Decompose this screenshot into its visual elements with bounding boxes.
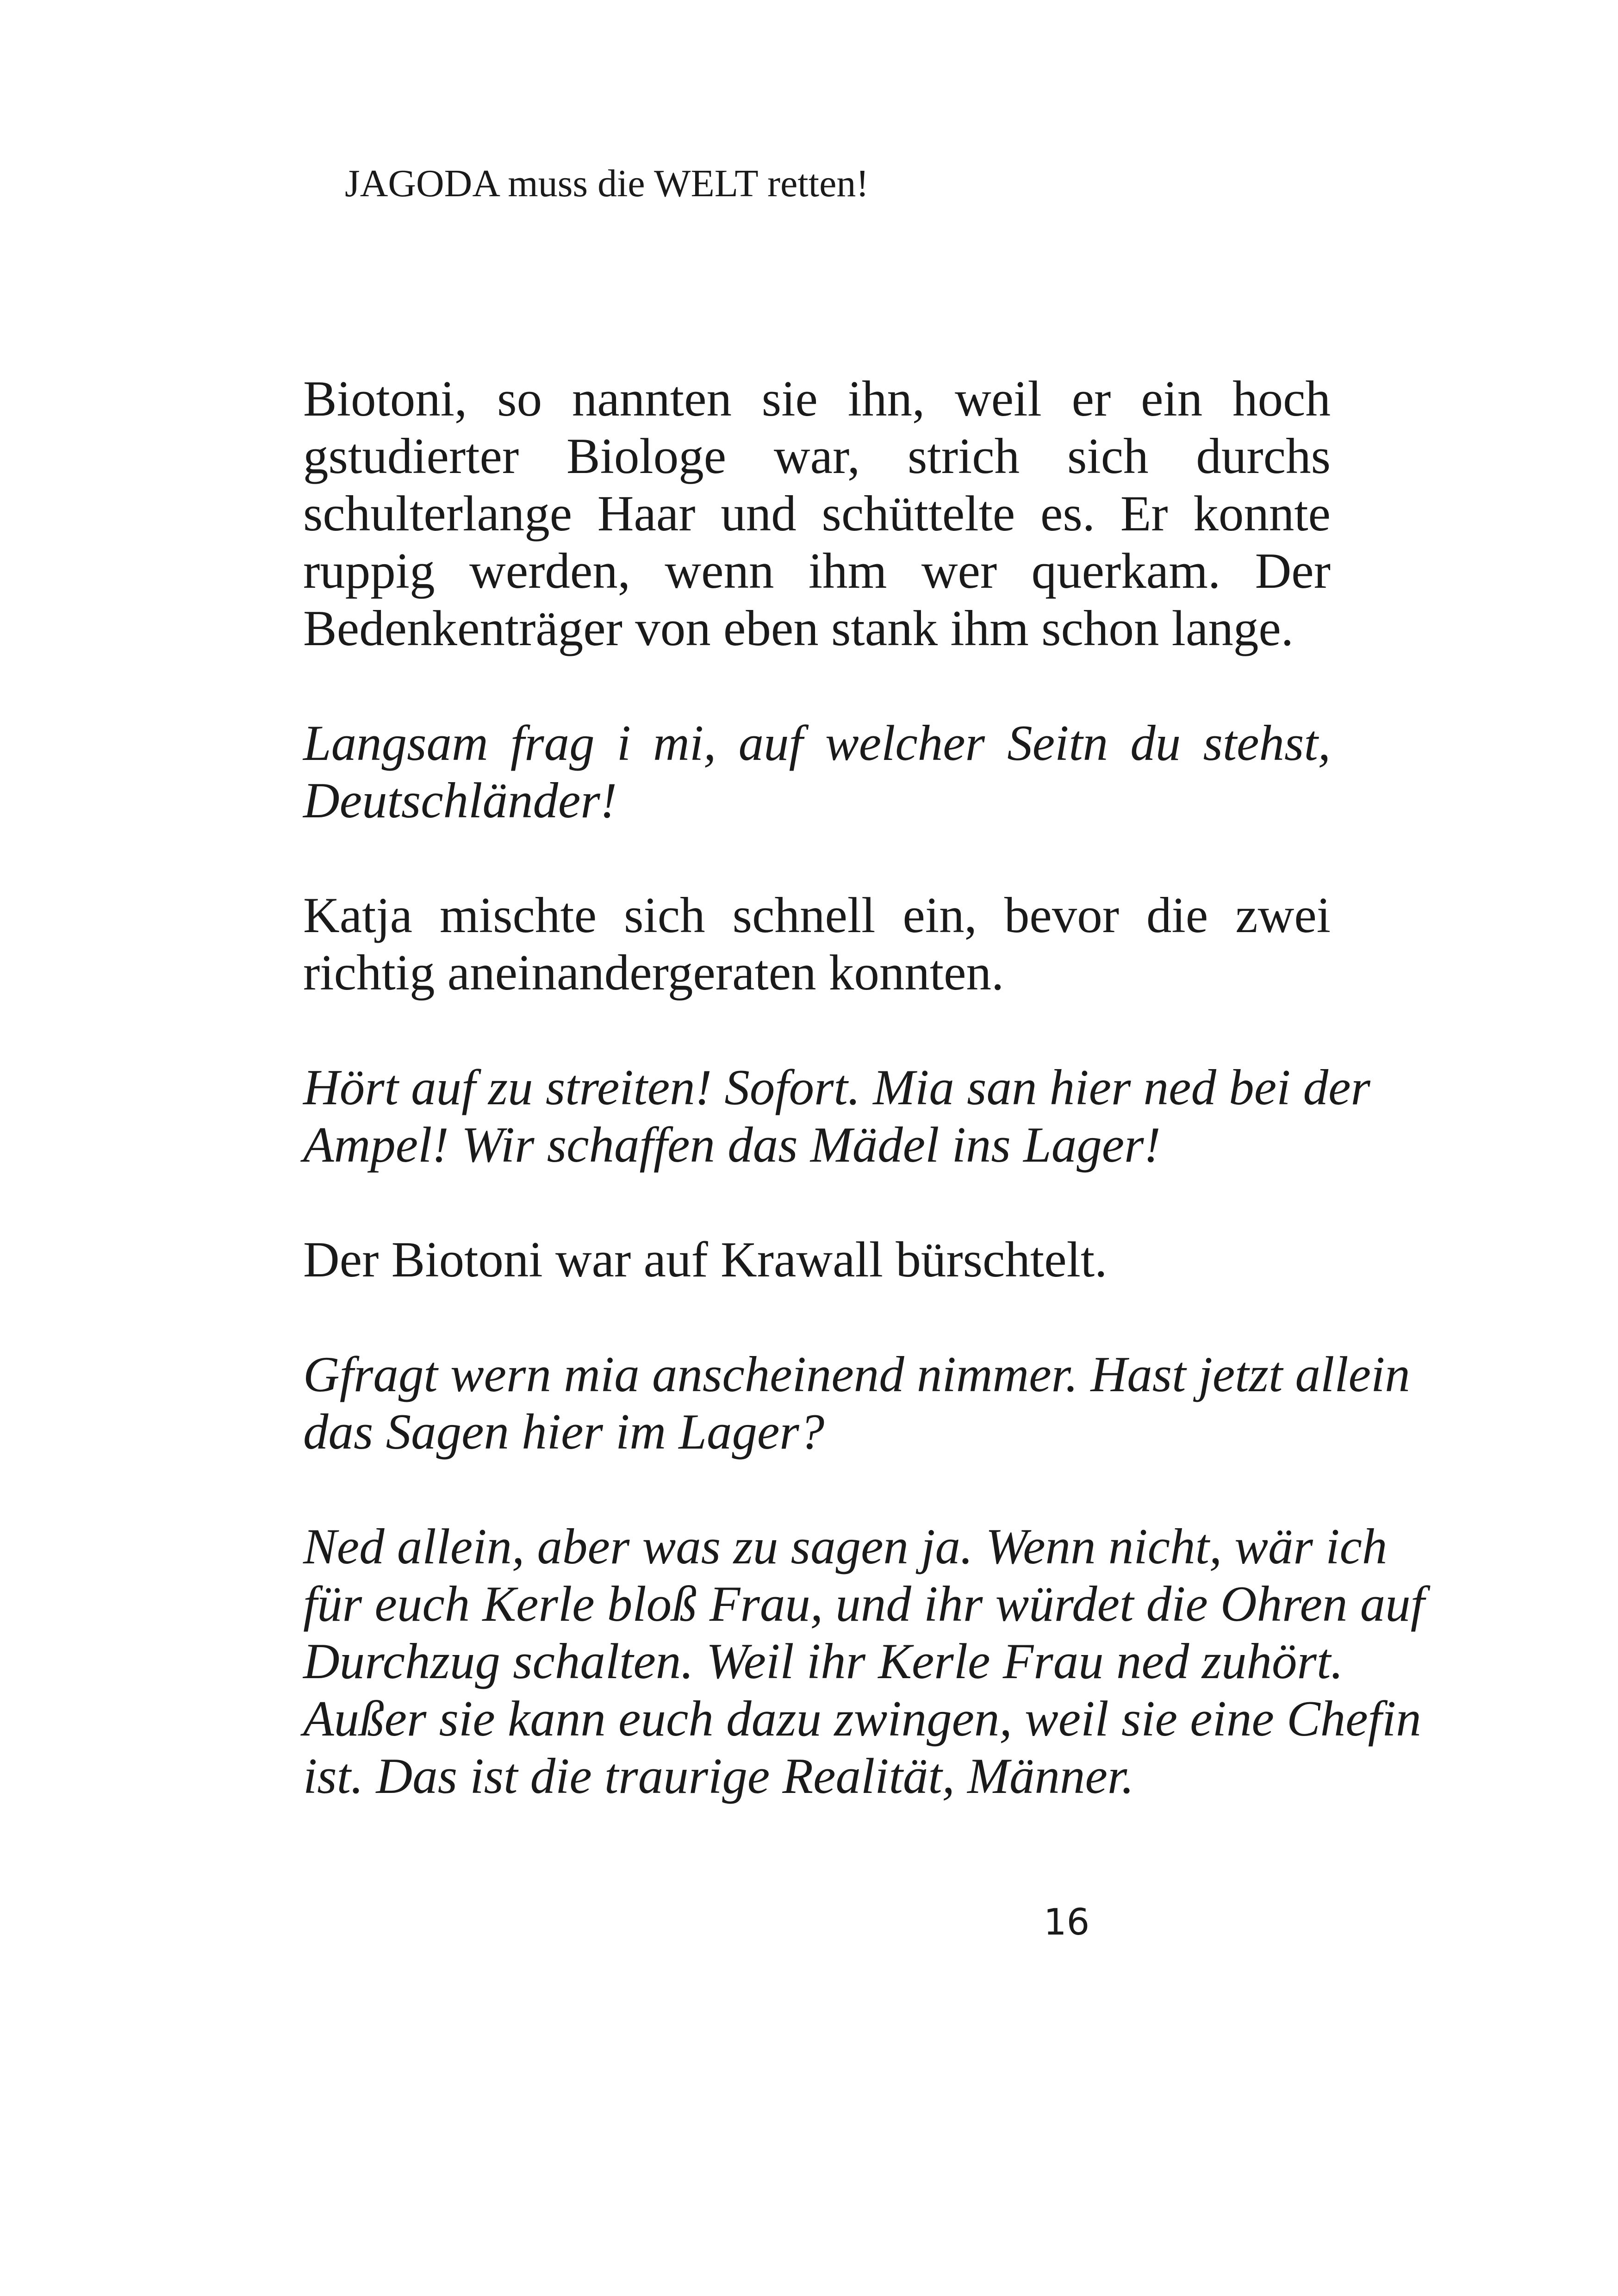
text-line: Der Biotoni war auf Krawall bürschtelt. (303, 1232, 1108, 1288)
paragraph-dialogue (303, 1518, 1425, 1805)
text-line: Gfragt wern mia anscheinend nimmer. Hast jetzt allein (303, 1346, 1410, 1402)
text-line: Durchzug schalten. Weil ihr Kerle Frau ned zuhört. (303, 1633, 1344, 1689)
body-text (303, 370, 1425, 1862)
text-line: Außer sie kann euch dazu zwingen, weil sie eine Chefin (303, 1691, 1421, 1747)
text-line: für euch Kerle bloß Frau, und ihr würdet die Ohren auf (303, 1576, 1425, 1632)
text-line: schulterlange Haar und schüttelte es. Er konnte (303, 485, 1331, 541)
paragraph-dialogue (303, 715, 1331, 829)
text-line: richtig aneinandergeraten konnten. (303, 945, 1004, 1001)
paragraph-dialogue (303, 1059, 1370, 1174)
text-line: ruppig werden, wenn ihm wer querkam. Der (303, 543, 1331, 599)
text-line: Ned allein, aber was zu sagen ja. Wenn nicht, wär ich (303, 1518, 1388, 1574)
text-line: Ampel! Wir schaffen das Mädel ins Lager! (303, 1117, 1161, 1173)
paragraph-narration (303, 370, 1331, 657)
text-line: Katja mischte sich schnell ein, bevor die zwei (303, 887, 1331, 943)
paragraph-dialogue (303, 1346, 1410, 1461)
running-header: JAGODA muss die WELT retten! (345, 162, 869, 205)
text-line: gstudierter Biologe war, strich sich durchs (303, 428, 1331, 484)
paragraph-narration (303, 887, 1331, 1002)
text-line: Hört auf zu streiten! Sofort. Mia san hier ned bei der (303, 1059, 1370, 1115)
text-line: Deutschländer! (303, 772, 617, 828)
text-line: Bedenkenträger von eben stank ihm schon lange. (303, 600, 1294, 656)
page-number: 16 (1044, 1902, 1090, 1943)
text-line: Biotoni, so nannten sie ihn, weil er ein hoch (303, 371, 1331, 427)
text-line: Langsam frag i mi, auf welcher Seitn du stehst, (303, 715, 1331, 771)
text-line: ist. Das ist die traurige Realität, Männer. (303, 1748, 1134, 1804)
text-line: das Sagen hier im Lager? (303, 1404, 825, 1460)
paragraph-narration (303, 1231, 1331, 1288)
